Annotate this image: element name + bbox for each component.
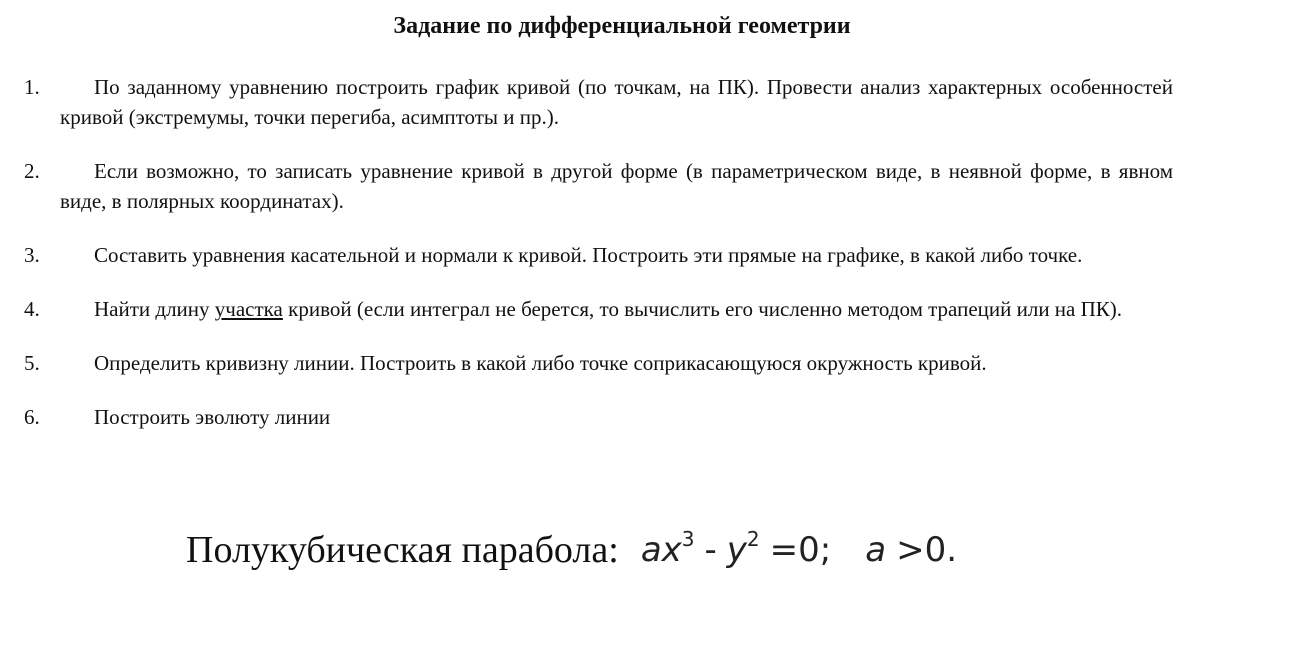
task-text-before: Найти длину (94, 297, 215, 321)
task-text: По заданному уравнению построить график кривой (по точкам, на ПК). Провести анализ характерных особенностей кривой (экстремумы, точки перегиба, асимптоты и пр.). (60, 75, 1173, 129)
task-list (0, 72, 1292, 456)
task-text: Составить уравнения касательной и нормали к кривой. Построить эти прямые на графике, в какой либо точке. (94, 243, 1083, 267)
task-text: Построить эволюту линии (94, 405, 331, 429)
task-number: 4. (24, 297, 40, 321)
formula-minus: - (704, 530, 717, 570)
task-text: Если возможно, то записать уравнение кривой в другой форме (в параметрическом виде, в неявной форме, в явном виде, в полярных координатах). (60, 159, 1173, 213)
task-number: 3. (24, 243, 40, 267)
document-title: Задание по дифференциальной геометрии (393, 13, 851, 39)
task-item (0, 240, 1292, 270)
task-item (0, 348, 1292, 378)
formula-variable-x: x (661, 530, 682, 570)
formula-coefficient-a-condition: a (865, 530, 887, 570)
underlined-word: участка (214, 297, 283, 321)
formula-condition: >0. (896, 530, 958, 570)
formula-equals-zero: =0; (769, 530, 832, 570)
task-number: 1. (24, 75, 40, 99)
task-item (0, 72, 1292, 132)
task-text (60, 294, 1173, 324)
formula-exponent-y: 2 (746, 527, 760, 551)
curve-statement (186, 522, 957, 578)
formula-coefficient-a: a (640, 530, 662, 570)
task-number: 2. (24, 159, 40, 183)
formula-exponent-x: 3 (681, 527, 695, 551)
task-number: 6. (24, 405, 40, 429)
task-text-after: кривой (если интеграл не берется, то вычислить его численно методом трапеций или на ПК). (282, 297, 1123, 321)
task-text: Определить кривизну линии. Построить в какой либо точке соприкасающуюся окружность кривой. (94, 351, 987, 375)
task-item (0, 156, 1292, 216)
curve-formula (641, 522, 957, 578)
task-number: 5. (24, 351, 40, 375)
curve-name: Полукубическая парабола: (186, 529, 619, 571)
task-item (0, 294, 1292, 324)
task-item (0, 402, 1292, 432)
formula-variable-y: y (726, 530, 747, 570)
